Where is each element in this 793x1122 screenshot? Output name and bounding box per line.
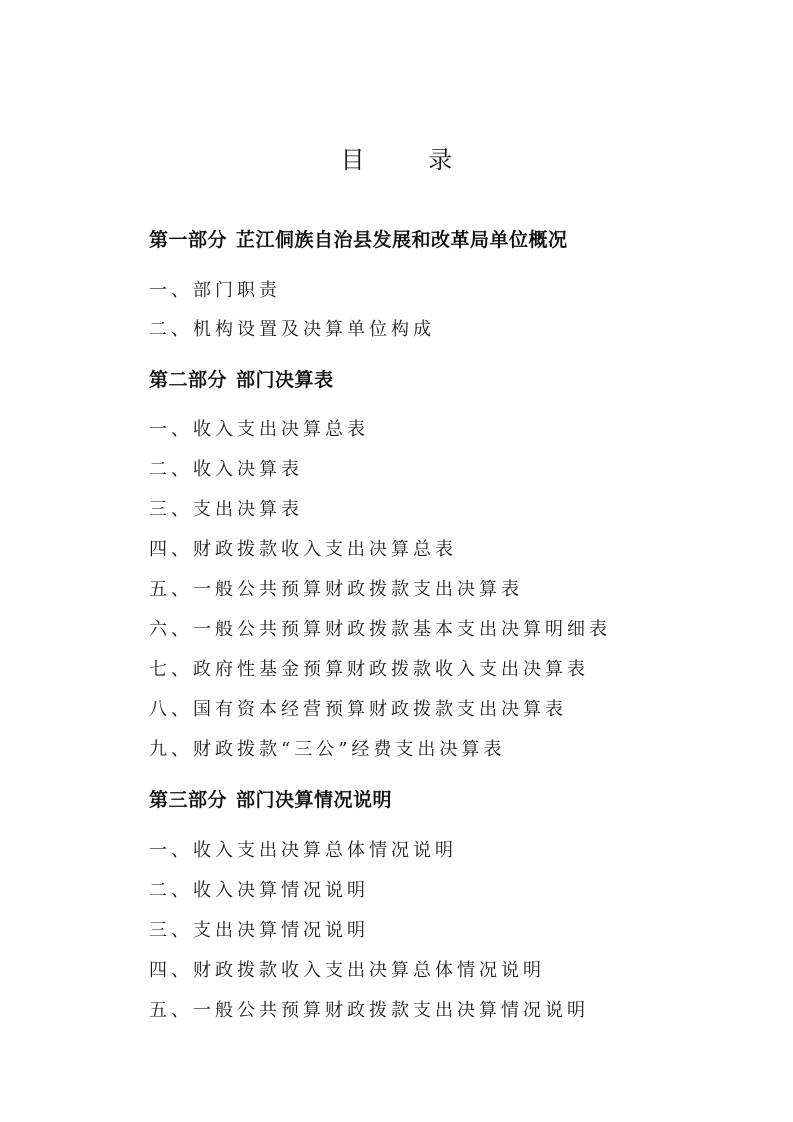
part-title: 部门决算情况说明 — [236, 789, 393, 811]
toc-item: 七、政府性基金预算财政拨款收入支出决算表 — [149, 659, 589, 680]
toc-item: 二、收入决算表 — [149, 459, 303, 480]
part-title: 芷江侗族自治县发展和改革局单位概况 — [236, 229, 568, 251]
part-title: 部门决算表 — [236, 369, 334, 391]
toc-title: 目 录 — [340, 146, 481, 174]
part-heading-1 — [149, 224, 568, 256]
toc-item: 九、财政拨款“三公”经费支出决算表 — [149, 739, 506, 760]
toc-item: 四、财政拨款收入支出决算总体情况说明 — [149, 960, 545, 981]
toc-item: 三、支出决算表 — [149, 499, 303, 520]
toc-item: 四、财政拨款收入支出决算总表 — [149, 539, 457, 560]
part-label: 第一部分 — [149, 229, 228, 251]
part-label: 第三部分 — [149, 789, 228, 811]
toc-item: 五、一般公共预算财政拨款支出决算表 — [149, 579, 523, 600]
toc-item: 一、收入支出决算总表 — [149, 419, 369, 440]
part-heading-2 — [149, 364, 334, 396]
toc-item: 八、国有资本经营预算财政拨款支出决算表 — [149, 699, 567, 720]
toc-item: 五、一般公共预算财政拨款支出决算情况说明 — [149, 1000, 589, 1021]
toc-item: 三、支出决算情况说明 — [149, 920, 369, 941]
toc-item: 一、收入支出决算总体情况说明 — [149, 840, 457, 861]
toc-item: 一、部门职责 — [149, 280, 281, 301]
toc-item: 二、机构设置及决算单位构成 — [149, 319, 435, 340]
part-heading-3 — [149, 784, 392, 816]
toc-item: 二、收入决算情况说明 — [149, 880, 369, 901]
toc-item: 六、一般公共预算财政拨款基本支出决算明细表 — [149, 619, 611, 640]
part-label: 第二部分 — [149, 369, 228, 391]
